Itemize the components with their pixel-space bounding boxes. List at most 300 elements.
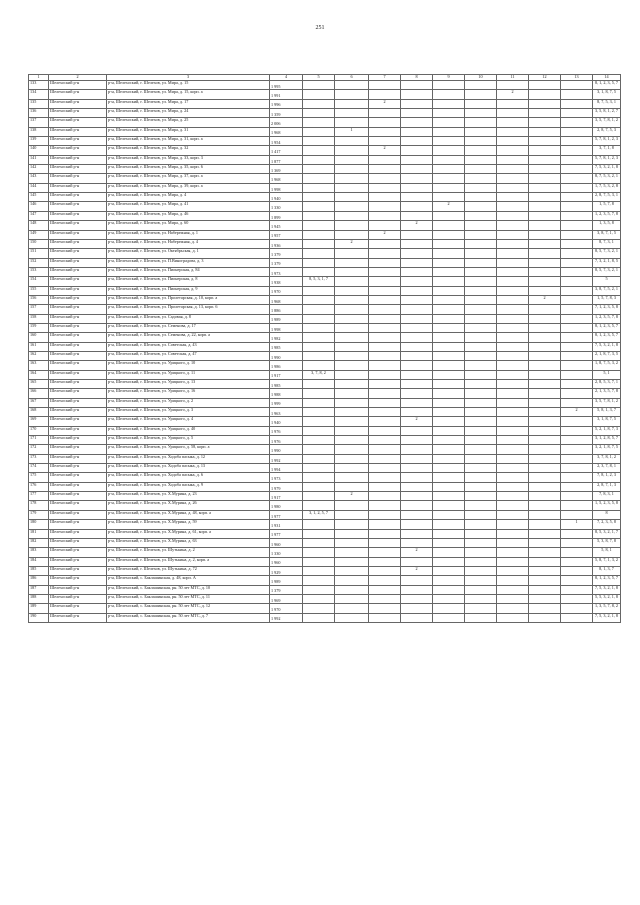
table-cell: Шелехоский р-н <box>49 305 107 314</box>
table-cell: 189 <box>29 604 49 613</box>
table-cell: 2, 3, 7, 8, 1 <box>593 464 621 473</box>
table-cell <box>369 239 401 248</box>
table-cell <box>369 127 401 136</box>
table-cell <box>303 538 335 547</box>
table-cell <box>497 576 529 585</box>
table-cell <box>303 566 335 575</box>
table-cell: р-н, Шелехоский, г. Шелехов, ул. Пионерская, д. 84 <box>107 267 270 276</box>
table-cell <box>401 594 433 603</box>
table-cell: р-н, Шелехоский, г. Шелехов, ул. Мира, д. 25 <box>107 118 270 127</box>
table-cell <box>497 436 529 445</box>
table-cell <box>369 333 401 342</box>
table-cell <box>335 370 369 379</box>
table-cell <box>529 165 561 174</box>
table-cell <box>401 380 433 389</box>
table-cell <box>465 137 497 146</box>
table-cell <box>497 174 529 183</box>
table-cell: 1 330 <box>270 548 303 557</box>
table-cell: 3, 5, 7, 8, 1, 2 <box>593 398 621 407</box>
table-cell <box>335 109 369 118</box>
table-cell <box>529 454 561 463</box>
table-cell <box>433 314 465 323</box>
table-cell: 172 <box>29 445 49 454</box>
table-cell <box>335 286 369 295</box>
table-cell <box>465 585 497 594</box>
table-cell <box>303 305 335 314</box>
table-cell <box>561 464 593 473</box>
table-cell <box>335 454 369 463</box>
table-cell <box>369 604 401 613</box>
table-cell <box>529 193 561 202</box>
table-cell <box>303 361 335 370</box>
table-cell: 146 <box>29 202 49 211</box>
table-cell: 2 <box>369 146 401 155</box>
table-cell <box>433 295 465 304</box>
table-cell <box>497 417 529 426</box>
table-cell <box>335 548 369 557</box>
table-cell <box>529 389 561 398</box>
table-cell <box>433 90 465 99</box>
table-cell <box>303 604 335 613</box>
table-cell <box>529 566 561 575</box>
table-cell <box>369 277 401 286</box>
table-cell <box>335 342 369 351</box>
table-cell: Шелехоский р-н <box>49 193 107 202</box>
table-cell: 1 936 <box>270 239 303 248</box>
table-cell <box>369 529 401 538</box>
table-cell <box>529 520 561 529</box>
table-cell <box>303 398 335 407</box>
table-cell: Шелехоский р-н <box>49 492 107 501</box>
table-cell: р-н, Шелехоский, г. Шелехов, ул. Пролетарская, д. 13, корп. 6 <box>107 305 270 314</box>
table-cell: 1, 3, 5, 7, 8, 2 <box>593 604 621 613</box>
table-cell <box>401 538 433 547</box>
table-cell <box>335 211 369 220</box>
table-cell <box>369 576 401 585</box>
table-cell: Шелехоский р-н <box>49 90 107 99</box>
table-cell: 1 998 <box>270 323 303 332</box>
table-cell <box>433 501 465 510</box>
table-cell: Шелехоский р-н <box>49 557 107 566</box>
table-cell <box>369 454 401 463</box>
table-cell: р-н, Шелехоский, г. Шелехов, ул. Шутькина, д. 2, корп. а <box>107 557 270 566</box>
table-cell: 5, 2, 1, 8, 7, 3 <box>593 426 621 435</box>
table-cell: 2, 1, 3, 5, 7, 8 <box>593 389 621 398</box>
table-cell: 150 <box>29 239 49 248</box>
table-row <box>29 155 621 164</box>
table-cell <box>303 295 335 304</box>
table-cell <box>497 370 529 379</box>
table-cell <box>497 202 529 211</box>
table-cell <box>369 202 401 211</box>
table-cell <box>465 277 497 286</box>
table-cell <box>335 314 369 323</box>
table-cell <box>433 473 465 482</box>
table-row <box>29 613 621 622</box>
table-cell <box>529 492 561 501</box>
table-cell <box>561 576 593 585</box>
table-cell: 139 <box>29 137 49 146</box>
table-cell: Шелехоский р-н <box>49 529 107 538</box>
table-cell <box>335 464 369 473</box>
table-cell <box>369 585 401 594</box>
table-cell: 1 973 <box>270 267 303 276</box>
table-cell <box>303 351 335 360</box>
table-cell: 134 <box>29 90 49 99</box>
table-cell: 1 877 <box>270 155 303 164</box>
table-row <box>29 109 621 118</box>
table-cell <box>433 492 465 501</box>
table-cell <box>465 361 497 370</box>
table-cell: 7, 3, 2, 1, 8, 5 <box>593 258 621 267</box>
table-cell: 1 985 <box>270 342 303 351</box>
column-header: 12 <box>529 75 561 81</box>
table-cell: Шелехоский р-н <box>49 81 107 90</box>
table-cell <box>335 90 369 99</box>
table-cell: 161 <box>29 342 49 351</box>
table-row <box>29 538 621 547</box>
table-cell: 1 977 <box>270 510 303 519</box>
table-row <box>29 557 621 566</box>
table-cell <box>433 165 465 174</box>
table-cell: 1 988 <box>270 389 303 398</box>
table-cell: 1 369 <box>270 165 303 174</box>
table-cell <box>465 529 497 538</box>
table-cell <box>303 249 335 258</box>
data-table <box>28 74 621 623</box>
table-cell: р-н, Шелехоский, г. Шелехов, ул. Шутькина, д. 2 <box>107 548 270 557</box>
table-cell: р-н, Шелехоский, г. Шелехов, ул. Х.Мурина, д. 63 <box>107 538 270 547</box>
table-cell: Шелехоский р-н <box>49 398 107 407</box>
table-cell <box>369 510 401 519</box>
table-cell <box>433 193 465 202</box>
table-cell <box>303 380 335 389</box>
table-row <box>29 398 621 407</box>
table-cell <box>433 351 465 360</box>
table-cell: 183 <box>29 548 49 557</box>
table-cell <box>529 576 561 585</box>
table-cell <box>529 174 561 183</box>
table-cell <box>561 174 593 183</box>
table-cell: р-н, Шелехоский, г. Шелехов, ул. Урицкого, д. 13 <box>107 380 270 389</box>
table-cell: 160 <box>29 333 49 342</box>
table-cell <box>369 361 401 370</box>
table-cell: р-н, Шелехоский, г. Шелехов, ул. Мира, д. 15, корп. а <box>107 90 270 99</box>
table-cell <box>303 408 335 417</box>
table-row <box>29 277 621 286</box>
table-cell <box>401 183 433 192</box>
table-cell <box>497 333 529 342</box>
table-cell: Шелехоский р-н <box>49 258 107 267</box>
table-cell: 168 <box>29 408 49 417</box>
table-cell <box>369 221 401 230</box>
table-cell <box>465 323 497 332</box>
table-cell <box>335 594 369 603</box>
table-cell: 151 <box>29 249 49 258</box>
table-row <box>29 267 621 276</box>
table-cell <box>401 323 433 332</box>
table-cell: р-н, Шелехоский, г. Шелехов, ул. Ходоба пасыка, д. 13 <box>107 464 270 473</box>
table-cell <box>369 342 401 351</box>
table-cell: 153 <box>29 267 49 276</box>
table-cell: 138 <box>29 127 49 136</box>
table-cell <box>433 258 465 267</box>
table-cell: 2 <box>335 239 369 248</box>
table-cell <box>529 398 561 407</box>
table-cell <box>335 305 369 314</box>
table-cell: 1 996 <box>270 99 303 108</box>
table-cell <box>369 351 401 360</box>
table-cell <box>465 417 497 426</box>
table-cell <box>561 538 593 547</box>
table-cell: 167 <box>29 398 49 407</box>
table-cell <box>465 501 497 510</box>
table-row <box>29 165 621 174</box>
table-cell: р-н, Шелехоский, г. Шелехов, ул. Урицкого, д. 16 <box>107 389 270 398</box>
table-cell <box>529 239 561 248</box>
table-cell <box>369 90 401 99</box>
table-cell <box>433 445 465 454</box>
table-cell <box>497 258 529 267</box>
table-cell: 187 <box>29 585 49 594</box>
table-cell <box>465 230 497 239</box>
table-cell <box>401 501 433 510</box>
table-cell: 157 <box>29 305 49 314</box>
table-cell <box>401 576 433 585</box>
table-cell <box>303 230 335 239</box>
table-cell <box>465 305 497 314</box>
table-cell: 1 954 <box>270 137 303 146</box>
table-cell <box>529 137 561 146</box>
table-cell: 1, 8, 7, 5, 3, 2 <box>593 361 621 370</box>
table-cell: 2 <box>561 408 593 417</box>
table-cell: 1, 5, 2, 3, 5, 8 <box>593 501 621 510</box>
table-cell <box>369 370 401 379</box>
table-cell <box>433 183 465 192</box>
table-cell <box>529 90 561 99</box>
table-cell: 140 <box>29 146 49 155</box>
table-cell: 136 <box>29 109 49 118</box>
table-cell <box>561 380 593 389</box>
table-cell: 165 <box>29 380 49 389</box>
table-cell <box>497 464 529 473</box>
table-cell: Шелехоский р-н <box>49 576 107 585</box>
table-cell <box>433 221 465 230</box>
table-cell <box>465 380 497 389</box>
table-cell <box>303 389 335 398</box>
column-header: 4 <box>270 75 303 81</box>
table-cell <box>497 81 529 90</box>
table-row <box>29 492 621 501</box>
table-cell: 1 <box>561 520 593 529</box>
table-row <box>29 408 621 417</box>
table-cell: р-н, Шелехоский, г. Шелехов, ул. Урицкого, д. 40 <box>107 426 270 435</box>
table-cell: 180 <box>29 520 49 529</box>
table-cell: 1 945 <box>270 221 303 230</box>
table-cell <box>433 529 465 538</box>
table-cell: 173 <box>29 454 49 463</box>
table-cell <box>465 538 497 547</box>
table-row <box>29 295 621 304</box>
table-cell <box>401 137 433 146</box>
table-cell <box>433 146 465 155</box>
table-cell <box>433 286 465 295</box>
table-cell <box>401 155 433 164</box>
table-cell <box>335 323 369 332</box>
table-cell <box>433 454 465 463</box>
table-cell <box>401 146 433 155</box>
table-cell <box>497 361 529 370</box>
table-cell <box>335 267 369 276</box>
table-cell <box>529 249 561 258</box>
table-cell <box>465 165 497 174</box>
table-cell <box>561 389 593 398</box>
table-cell <box>433 613 465 622</box>
table-cell <box>401 492 433 501</box>
table-cell <box>369 183 401 192</box>
table-row <box>29 249 621 258</box>
table-cell: Шелехоский р-н <box>49 426 107 435</box>
table-cell <box>433 99 465 108</box>
table-cell <box>465 342 497 351</box>
table-cell <box>303 90 335 99</box>
table-cell <box>497 454 529 463</box>
table-cell <box>497 473 529 482</box>
table-cell: 177 <box>29 492 49 501</box>
table-cell <box>433 389 465 398</box>
table-cell: 1, 5, 7, 8 <box>593 202 621 211</box>
table-cell <box>465 295 497 304</box>
column-header: 9 <box>433 75 465 81</box>
table-cell <box>401 165 433 174</box>
table-cell <box>335 445 369 454</box>
table-cell <box>401 464 433 473</box>
table-cell: 1 960 <box>270 557 303 566</box>
table-cell: 1 980 <box>270 501 303 510</box>
table-cell: 181 <box>29 529 49 538</box>
table-cell: Шелехоский р-н <box>49 202 107 211</box>
table-cell <box>401 81 433 90</box>
table-cell <box>561 492 593 501</box>
table-cell <box>529 473 561 482</box>
table-cell: 145 <box>29 193 49 202</box>
table-cell: 7, 5, 3, 2, 1, 8 <box>593 342 621 351</box>
table-cell <box>529 230 561 239</box>
table-cell <box>529 155 561 164</box>
table-cell <box>529 323 561 332</box>
table-cell: Шелехоский р-н <box>49 454 107 463</box>
table-cell: 188 <box>29 594 49 603</box>
table-cell <box>529 146 561 155</box>
table-cell <box>561 342 593 351</box>
table-cell: 8, 7, 5, 3, 2, 1 <box>593 174 621 183</box>
table-cell <box>465 454 497 463</box>
table-row <box>29 305 621 314</box>
table-cell: 2 <box>335 492 369 501</box>
table-cell <box>465 314 497 323</box>
table-cell: 2 <box>529 295 561 304</box>
table-cell <box>335 482 369 491</box>
table-cell <box>433 585 465 594</box>
table-cell <box>561 90 593 99</box>
table-cell: 1 899 <box>270 211 303 220</box>
table-cell <box>401 99 433 108</box>
column-header: 1 <box>29 75 49 81</box>
table-cell: 186 <box>29 576 49 585</box>
column-header: 10 <box>465 75 497 81</box>
table-cell <box>303 118 335 127</box>
table-cell <box>529 501 561 510</box>
table-cell <box>561 333 593 342</box>
table-row <box>29 314 621 323</box>
table-cell <box>529 510 561 519</box>
table-cell: 2 <box>401 221 433 230</box>
table-cell <box>529 436 561 445</box>
table-cell <box>303 221 335 230</box>
table-cell <box>561 473 593 482</box>
table-cell <box>465 613 497 622</box>
table-cell: 8, 5, 3, 1, 7 <box>303 277 335 286</box>
table-cell: 5, 5, 3, 2, 1, 8 <box>593 594 621 603</box>
table-cell: р-н, Шелехоский, г. Шелехов, ул. Октябрьская, д. 1 <box>107 249 270 258</box>
table-cell: Шелехоский р-н <box>49 436 107 445</box>
table-cell <box>433 118 465 127</box>
table-cell <box>433 464 465 473</box>
table-cell: р-н, Шелехоский, г. Шелехов, ул. Х.Мурина, д. 23 <box>107 492 270 501</box>
table-cell: р-н, Шелехоский, г. Шелехов, ул. Мира, д. 60 <box>107 221 270 230</box>
table-cell <box>465 436 497 445</box>
table-cell <box>335 380 369 389</box>
table-cell: 1 359 <box>270 109 303 118</box>
table-cell <box>561 436 593 445</box>
table-cell <box>401 109 433 118</box>
table-cell <box>335 538 369 547</box>
table-cell <box>401 239 433 248</box>
column-header: 2 <box>49 75 107 81</box>
table-cell: р-н, Шелехоский, г. Шелехов, ул. Мира, д. 15 <box>107 81 270 90</box>
table-cell <box>465 183 497 192</box>
table-cell <box>465 408 497 417</box>
table-cell <box>465 109 497 118</box>
table-cell: 8, 5, 3, 2, 1, 7 <box>593 529 621 538</box>
table-cell: Шелехоский р-н <box>49 127 107 136</box>
table-cell <box>401 426 433 435</box>
table-cell <box>369 389 401 398</box>
table-cell: 1 938 <box>270 277 303 286</box>
table-cell <box>465 221 497 230</box>
table-cell <box>335 99 369 108</box>
table-cell <box>433 426 465 435</box>
table-cell <box>433 557 465 566</box>
table-cell <box>335 202 369 211</box>
table-cell <box>401 398 433 407</box>
table-cell <box>335 520 369 529</box>
table-cell: 2, 1, 8, 7, 3, 5 <box>593 351 621 360</box>
table-cell <box>335 613 369 622</box>
table-cell: 3, 8, 7, 1, 5 <box>593 230 621 239</box>
table-cell: р-н, Шелехоский, г. Шелехов, ул. Ходоба пасыка, д. 6 <box>107 473 270 482</box>
table-cell <box>561 323 593 332</box>
table-cell <box>497 183 529 192</box>
table-cell <box>401 351 433 360</box>
table-cell <box>401 305 433 314</box>
table-row <box>29 193 621 202</box>
table-cell: 2, 8, 7, 1, 3 <box>593 482 621 491</box>
page-number: 251 <box>315 25 325 31</box>
table-cell <box>335 295 369 304</box>
table-cell <box>561 585 593 594</box>
table-cell <box>433 482 465 491</box>
